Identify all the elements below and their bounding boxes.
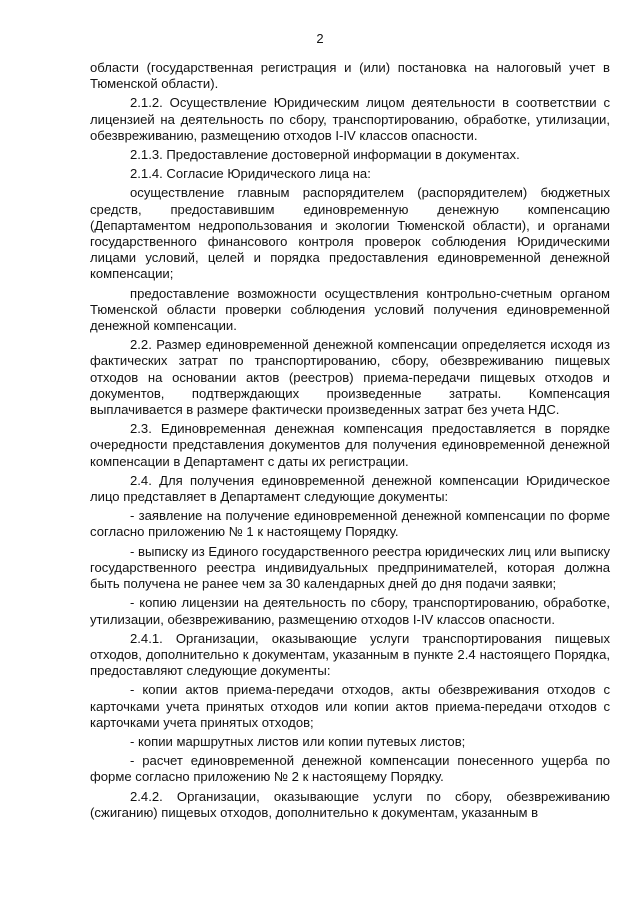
list-item-route-sheets: - копии маршрутных листов или копии путевых листов; bbox=[130, 733, 466, 749]
list-item-license-copy: - копию лицензии на деятельность по сбору, транспортированию, обработке, утилизации, обезвреживанию, размещению отходов I-IV классов опасности. bbox=[90, 595, 610, 627]
page-number: 2 bbox=[316, 31, 324, 46]
list-item-application: - заявление на получение единовременной денежной компенсации по форме согласно приложению № 1 к настоящему Порядку. bbox=[90, 508, 610, 540]
list-item-compensation-calc: - расчет единовременной денежной компенсации понесенного ущерба по форме согласно приложению № 2 к настоящему Порядку. bbox=[90, 753, 610, 785]
paragraph-2-3: 2.3. Единовременная денежная компенсация предоставляется в порядке очередности представления документов для получения единовременной денежной компенсации в Департамент с даты их регистрации. bbox=[90, 421, 610, 469]
paragraph-2-1-3: 2.1.3. Предоставление достоверной информации в документах. bbox=[130, 147, 520, 163]
paragraph-2-4-1: 2.4.1. Организации, оказывающие услуги транспортирования пищевых отходов, дополнительно к документам, указанным в пункте 2.4 настоящего Порядка, предоставляют следующие документы: bbox=[90, 630, 610, 679]
list-item-acts-copies: - копии актов приема-передачи отходов, акты обезвреживания отходов с карточками учета принятых отходов или копии актов приема-передачи отходов с карточками учета принятых отходов; bbox=[90, 682, 610, 730]
paragraph-2-1-4: 2.1.4. Согласие Юридического лица на: bbox=[130, 166, 371, 182]
document-body bbox=[90, 60, 610, 824]
paragraph-consent-control: предоставление возможности осуществления контрольно-счетным органом Тюменской области проверки соблюдения условий получения единовременной денежной компенсации. bbox=[90, 285, 610, 334]
paragraph-2-2: 2.2. Размер единовременной денежной компенсации определяется исходя из фактических затрат по транспортированию, сбору, обезвреживанию пищевых отходов на основании актов (реестров) приема-передачи пищевых отходов и документов, подтверждающих произведенные затраты. Компенсация выплачивается в размере фактически произведенных затрат без учета НДС. bbox=[90, 337, 610, 418]
paragraph-2-1-2: 2.1.2. Осуществление Юридическим лицом деятельности в соответствии с лицензией на деятельность по сбору, транспортированию, обработке, утилизации, обезвреживанию, размещению отходов I-IV классов опасности. bbox=[90, 95, 610, 143]
paragraph-consent-audit: осуществление главным распорядителем (распорядителем) бюджетных средств, предоставившим единовременную денежную компенсацию (Департаментом недропользования и экологии Тюменской области), и органами государственного финансового контроля проверок соблюдения Юридическими лицами условий, целей и порядка предоставления единовременной денежной компенсации; bbox=[90, 185, 610, 282]
paragraph-2-4: 2.4. Для получения единовременной денежной компенсации Юридическое лицо представляет в Департамент следующие документы: bbox=[90, 472, 610, 505]
paragraph-2-4-2: 2.4.2. Организации, оказывающие услуги по сбору, обезвреживанию (сжиганию) пищевых отходов, дополнительно к документам, указанным в bbox=[90, 788, 610, 820]
paragraph-continuation: области (государственная регистрация и (или) постановка на налоговый учет в Тюменской области). bbox=[90, 60, 610, 92]
list-item-registry-extract: - выписку из Единого государственного реестра юридических лиц или выписку государственного реестра индивидуальных предпринимателей, которая должна быть получена не ранее чем за 30 календарных дней до дня подачи заявки; bbox=[90, 543, 610, 592]
